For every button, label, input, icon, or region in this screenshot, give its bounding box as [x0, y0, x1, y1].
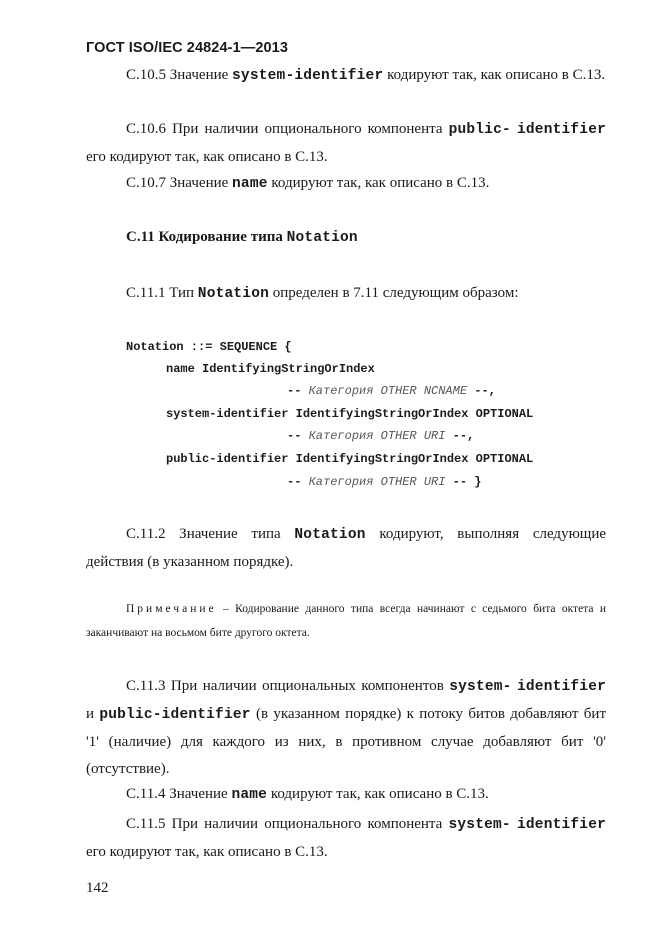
code-comment: Категория OTHER URI — [308, 475, 446, 489]
code-line: -- Категория OTHER URI -- } — [287, 475, 482, 489]
para-c-11-4: С.11.4 Значение name кодируют так, как описано в С.13. — [126, 786, 489, 803]
code-term: identifier — [516, 817, 606, 833]
code-comment: Категория OTHER NCNAME — [308, 384, 468, 398]
para-c-11-5: С.11.5 При наличии опционального компонента system- identifier его кодируют так, как описано в С.13. — [86, 816, 606, 860]
para-c-11-3: С.11.3 При наличии опциональных компонентов system- identifier и public-identifier (в указанном порядке) к потоку битов добавляют бит '1' (наличие) для каждого из них, в противном случае добавляют бит '0' (отсутствие). — [86, 678, 607, 777]
code-term: system- — [449, 679, 512, 695]
clause-number: С.11.3 — [126, 678, 166, 694]
code-term: system- — [448, 817, 511, 833]
clause-number: С.11.5 — [126, 816, 166, 832]
code-term: identifier — [517, 679, 607, 695]
para-c-10-5: С.10.5 Значение system-identifier кодируют так, как описано в С.13. — [126, 67, 606, 84]
code-term: Notation — [286, 230, 358, 246]
page-number: 142 — [86, 880, 109, 896]
code-term: name — [232, 176, 268, 192]
para-c-11-1: С.11.1 Тип Notation определен в 7.11 следующим образом: — [126, 285, 519, 302]
note: Примечание – Кодирование данного типа всегда начинают с седьмого бита октета и заканчивают на восьмом бите другого октета. — [86, 603, 606, 639]
section-heading-c-11: С.11 Кодирование типа Notation — [126, 229, 358, 246]
code-term: identifier — [516, 122, 606, 138]
clause-number: С.10.5 — [126, 67, 167, 83]
clause-number: С.10.6 — [126, 121, 167, 137]
code-line: name IdentifyingStringOrIndex — [166, 362, 375, 376]
code-term: Notation — [197, 286, 270, 302]
code-comment: Категория OTHER URI — [308, 429, 446, 443]
code-line: -- Категория OTHER URI --, — [287, 429, 475, 443]
code-line: system-identifier IdentifyingStringOrIndex OPTIONAL — [166, 407, 534, 421]
clause-number: С.11.1 — [126, 285, 166, 301]
code-line: public-identifier IdentifyingStringOrIndex OPTIONAL — [166, 452, 534, 466]
code-line: Notation ::= SEQUENCE { — [126, 340, 292, 354]
code-term: public-identifier — [99, 707, 251, 723]
para-c-10-6: С.10.6 При наличии опционального компонента public- identifier его кодируют так, как описано в С.13. — [86, 121, 606, 165]
code-term: Notation — [294, 527, 366, 543]
note-label: Примечание — [126, 603, 217, 615]
code-term: system-identifier — [232, 68, 384, 84]
code-line: -- Категория OTHER NCNAME --, — [287, 384, 496, 398]
clause-number: С.11.2 — [126, 526, 166, 542]
para-c-10-7: С.10.7 Значение name кодируют так, как описано в С.13. — [126, 175, 490, 192]
standard-header: ГОСТ ISO/IEC 24824-1—2013 — [86, 40, 288, 56]
code-term: public- — [448, 122, 511, 138]
clause-number: С.11.4 — [126, 786, 166, 802]
clause-number: С.10.7 — [126, 175, 167, 191]
code-term: name — [231, 787, 268, 803]
para-c-11-2: С.11.2 Значение типа Notation кодируют, выполняя следующие действия (в указанном порядке). — [86, 526, 607, 570]
